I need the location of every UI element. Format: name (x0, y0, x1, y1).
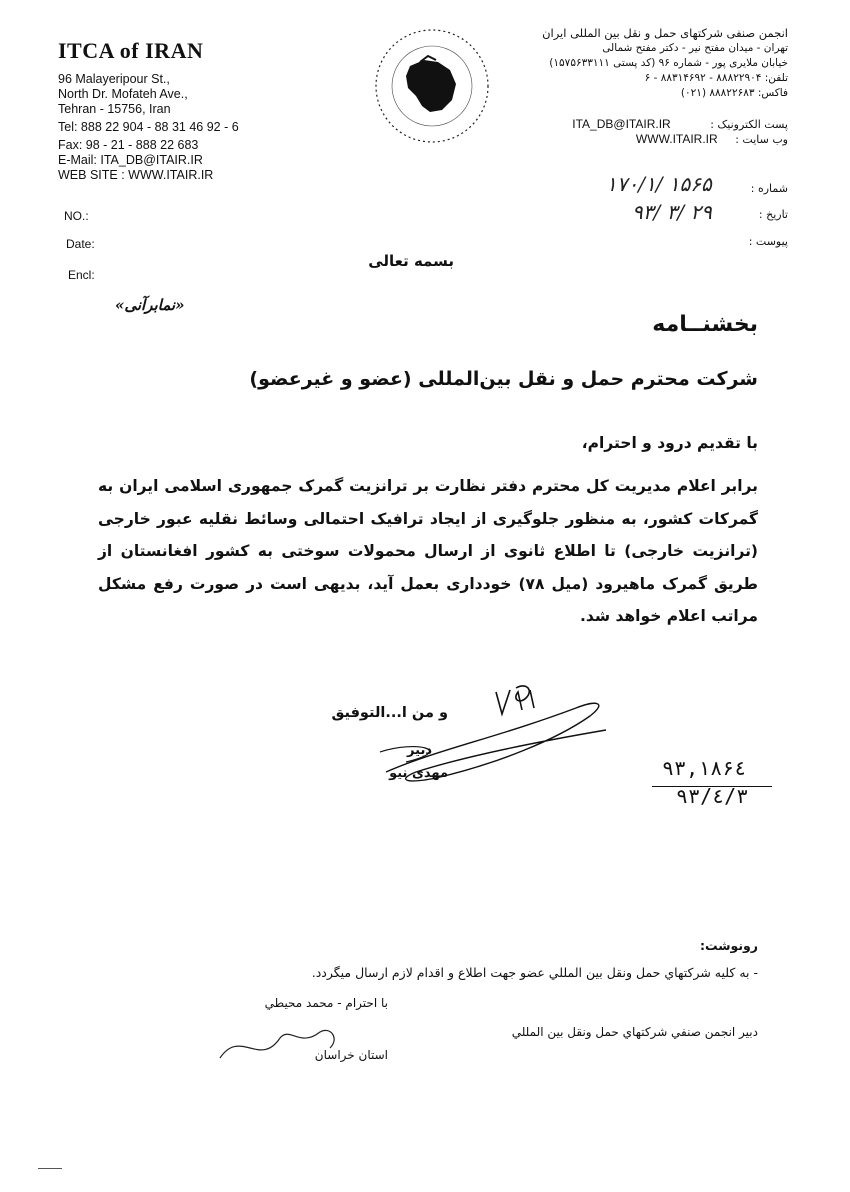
no-label: NO.: (64, 209, 89, 223)
web-fa-value: WWW.ITAIR.IR (635, 132, 718, 146)
recipient-line: شرکت محترم حمل و نقل بین‌المللی (عضو و غیرعضو) (249, 368, 758, 390)
attachment-fa-label: پیوست : (748, 235, 788, 248)
encl-label: Encl: (68, 268, 95, 282)
letterhead-english (58, 38, 358, 183)
website-en: WEB SITE : WWW.ITAIR.IR (58, 168, 214, 182)
letterhead-persian (498, 26, 788, 147)
cc-heading: رونوشت: (699, 938, 758, 953)
web-fa-line (498, 132, 788, 147)
email-fa-value: ITA_DB@ITAIR.IR (572, 117, 671, 131)
fax-fa: فاکس: ۸۸۸۲۲۶۸۳ (۰۲۱) (680, 87, 788, 99)
association-logo-icon (372, 26, 492, 146)
org-name-fa: انجمن صنفی شرکتهای حمل و نقل بین المللی ایران (542, 26, 788, 40)
date-fa-label: تاریخ : (758, 208, 788, 221)
fax-en: Fax: 98 - 21 - 888 22 683 (58, 138, 199, 152)
org-name-en: ITCA of IRAN (58, 38, 204, 63)
address-line-2: North Dr. Mofateh Ave., (58, 87, 188, 101)
date-label: Date: (66, 237, 95, 251)
closing-phrase: و من ا...التوفیق (331, 705, 448, 721)
regards-line: با احترام - محمد محیطي (264, 996, 388, 1010)
body-paragraph: برابر اعلام مدیریت کل محترم دفتر نظارت بر ترانزیت گمرک جمهوری اسلامی ایران به گمرکات کشور، به منظور جلوگیری از ایجاد ترافیک احتمالی وسائط نقلیه عبور خارجی (ترانزیت خارجی) تا اطلاع ثانوی از ارسال محمولات سوختی به کشور افغانستان از طریق گمرک ماهیرود (میل ۷۸) خودداری بعمل آید، بدیهی است در صورت رفع مشکل مراتب اعلام خواهد شد. (98, 477, 758, 625)
bismillah: بسمه تعالی (368, 252, 454, 270)
signer-title: دبیر (407, 743, 432, 758)
cc-line: - به کليه شرکتهاي حمل ونقل بين المللي عضو جهت اطلاع و اقدام لازم ارسال ميگردد. (311, 965, 758, 980)
cc-signature-icon (210, 1018, 350, 1078)
address-fa-2: خیابان ملایری پور - شماره ۹۶ (کد پستی ۱۵۷۵۶۳۳۱۱۱) (549, 57, 788, 69)
bottom-mark (38, 1168, 62, 1169)
receipt-number: ۹۳,۱۸۶٤ (662, 756, 747, 780)
email-en: E-Mail: ITA_DB@ITAIR.IR (58, 153, 203, 167)
receipt-date: ۹۳/٤/۳ (676, 784, 749, 808)
signature-icon (376, 680, 626, 800)
secretary-line: دبير انجمن صنفي شرکتهاي حمل ونقل بين المللي (511, 1025, 758, 1039)
address-fa-1: تهران - میدان مفتح نیر - دکتر مفتح شمالی (602, 42, 788, 54)
tel-fa: تلفن: ۸۸۸۲۲۹۰۴ - ۸۸۳۱۴۶۹۲ - ۶ (644, 72, 788, 84)
email-fa-label: پست الکترونیک : (710, 118, 788, 131)
letter-date: ۹۳/ ۳/ ۲۹ (632, 200, 712, 224)
tel-en: Tel: 888 22 904 - 88 31 46 92 - 6 (58, 120, 239, 134)
document-title: بخشنــامه (652, 312, 758, 337)
letter-number: ۱۷۰/۱/ ۱۵۶۵ (606, 172, 712, 196)
urgent-fax-note: «نمابرآنی» (115, 296, 185, 314)
address-line-1: 96 Malayeripour St., (58, 72, 170, 86)
number-fa-label: شماره : (750, 182, 788, 195)
address-line-3: Tehran - 15756, Iran (58, 102, 171, 116)
signer-name: مهدی نیو (389, 766, 448, 781)
web-fa-label: وب سایت : (735, 133, 788, 146)
branch-line: استان خراسان (314, 1048, 388, 1062)
greeting: با تقدیم درود و احترام، (581, 434, 758, 452)
email-fa-line (498, 117, 788, 132)
